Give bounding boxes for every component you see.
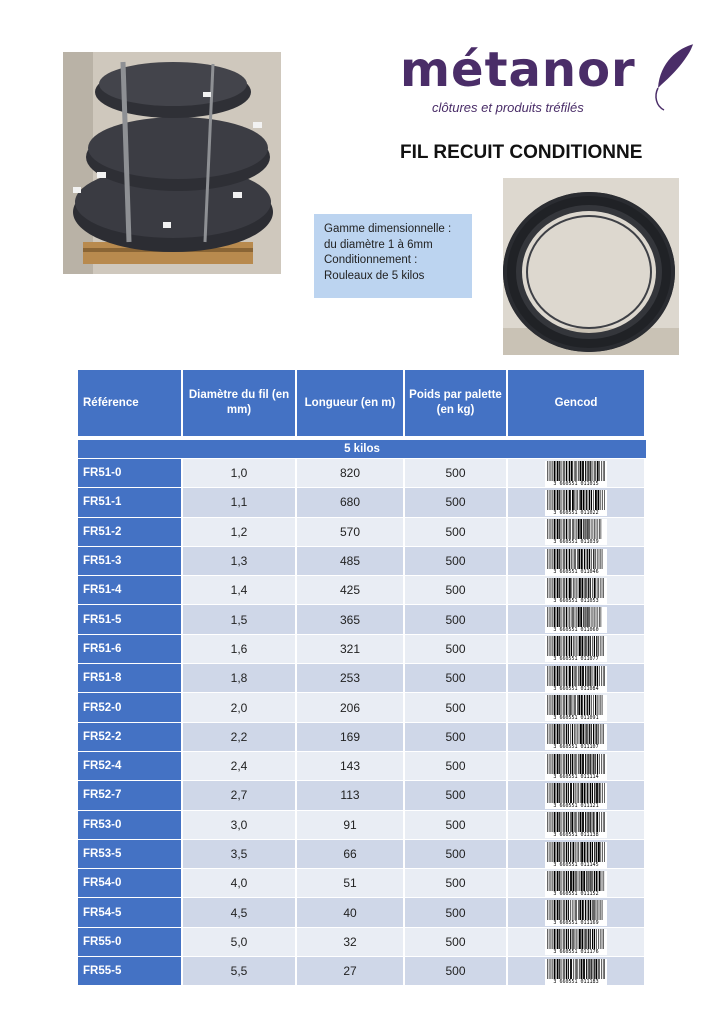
barcode-number: 3 660551 011091 — [545, 716, 607, 721]
barcode-number: 3 660551 011176 — [545, 950, 607, 955]
barcode — [545, 724, 607, 749]
table-row — [78, 810, 646, 839]
cell-reference: FR51-1 — [78, 488, 183, 516]
barcode-number: 3 660551 011169 — [545, 921, 607, 926]
cell-diameter: 3,0 — [183, 811, 297, 839]
cell-diameter: 1,0 — [183, 459, 297, 487]
table-row — [78, 575, 646, 604]
barcode-number: 3 660551 011121 — [545, 804, 607, 809]
cell-weight: 500 — [405, 781, 508, 809]
table-row — [78, 839, 646, 868]
cell-diameter: 1,1 — [183, 488, 297, 516]
barcode — [545, 871, 607, 896]
info-line: Rouleaux de 5 kilos — [324, 269, 425, 282]
cell-reference: FR51-8 — [78, 664, 183, 692]
cell-weight: 500 — [405, 459, 508, 487]
cell-weight: 500 — [405, 605, 508, 633]
cell-length: 425 — [297, 576, 405, 604]
cell-diameter: 3,5 — [183, 840, 297, 868]
cell-reference: FR52-7 — [78, 781, 183, 809]
cell-weight: 500 — [405, 752, 508, 780]
barcode — [545, 959, 607, 984]
cell-length: 365 — [297, 605, 405, 633]
barcode — [545, 607, 607, 632]
barcode-number: 3 660551 011046 — [545, 570, 607, 575]
barcode — [545, 754, 607, 779]
table-row — [78, 604, 646, 633]
cell-reference: FR51-3 — [78, 547, 183, 575]
cell-gencod — [508, 840, 646, 868]
barcode — [545, 636, 607, 661]
cell-weight: 500 — [405, 840, 508, 868]
barcode-number: 3 660551 011022 — [545, 511, 607, 516]
cell-gencod — [508, 752, 646, 780]
table-row — [78, 517, 646, 546]
cell-weight: 500 — [405, 957, 508, 985]
cell-reference: FR51-0 — [78, 459, 183, 487]
barcode-number: 3 660551 011183 — [545, 980, 607, 985]
cell-gencod — [508, 459, 646, 487]
cell-weight: 500 — [405, 693, 508, 721]
logo-wordmark: métanor — [400, 42, 636, 98]
cell-reference: FR51-4 — [78, 576, 183, 604]
cell-diameter: 4,0 — [183, 869, 297, 897]
barcode-number: 3 660551 011053 — [545, 599, 607, 604]
barcode — [545, 812, 607, 837]
cell-gencod — [508, 547, 646, 575]
barcode — [545, 842, 607, 867]
cell-weight: 500 — [405, 488, 508, 516]
col-header-length: Longueur (en m) — [297, 370, 405, 436]
cell-gencod — [508, 576, 646, 604]
cell-weight: 500 — [405, 576, 508, 604]
barcode — [545, 783, 607, 808]
cell-gencod — [508, 664, 646, 692]
table-row — [78, 634, 646, 663]
cell-gencod — [508, 869, 646, 897]
barcode-number: 3 660551 011060 — [545, 628, 607, 633]
cell-weight: 500 — [405, 635, 508, 663]
table-row — [78, 780, 646, 809]
barcode — [545, 490, 607, 515]
cell-reference: FR53-0 — [78, 811, 183, 839]
barcode — [545, 578, 607, 603]
cell-reference: FR52-4 — [78, 752, 183, 780]
col-header-diameter: Diamètre du fil (en mm) — [183, 370, 297, 436]
cell-gencod — [508, 957, 646, 985]
cell-gencod — [508, 605, 646, 633]
cell-length: 680 — [297, 488, 405, 516]
cell-length: 485 — [297, 547, 405, 575]
cell-reference: FR51-6 — [78, 635, 183, 663]
cell-reference: FR55-5 — [78, 957, 183, 985]
cell-reference: FR51-2 — [78, 518, 183, 546]
table-header — [78, 370, 646, 436]
cell-reference: FR52-2 — [78, 723, 183, 751]
cell-diameter: 4,5 — [183, 898, 297, 926]
table-body — [78, 458, 646, 985]
barcode — [545, 929, 607, 954]
table-row — [78, 927, 646, 956]
table-row — [78, 956, 646, 985]
cell-reference: FR55-0 — [78, 928, 183, 956]
page-title: FIL RECUIT CONDITIONNE — [400, 142, 643, 163]
cell-diameter: 1,3 — [183, 547, 297, 575]
barcode — [545, 549, 607, 574]
barcode-number: 3 660551 011145 — [545, 863, 607, 868]
barcode-number: 3 660551 011077 — [545, 657, 607, 662]
cell-gencod — [508, 693, 646, 721]
cell-weight: 500 — [405, 664, 508, 692]
cell-weight: 500 — [405, 723, 508, 751]
cell-length: 113 — [297, 781, 405, 809]
cell-diameter: 1,5 — [183, 605, 297, 633]
col-header-gencod: Gencod — [508, 370, 646, 436]
cell-length: 570 — [297, 518, 405, 546]
pallet-photo — [63, 52, 281, 274]
cell-diameter: 5,5 — [183, 957, 297, 985]
cell-diameter: 1,8 — [183, 664, 297, 692]
cell-weight: 500 — [405, 811, 508, 839]
barcode — [545, 519, 607, 544]
cell-diameter: 1,6 — [183, 635, 297, 663]
info-line: Gamme dimensionnelle : — [324, 223, 452, 235]
barcode — [545, 900, 607, 925]
table-row — [78, 751, 646, 780]
coil-photo — [503, 178, 679, 355]
cell-gencod — [508, 635, 646, 663]
barcode-number: 3 660551 011084 — [545, 687, 607, 692]
cell-reference: FR51-5 — [78, 605, 183, 633]
cell-diameter: 2,0 — [183, 693, 297, 721]
cell-gencod — [508, 518, 646, 546]
cell-gencod — [508, 928, 646, 956]
cell-length: 51 — [297, 869, 405, 897]
cell-length: 321 — [297, 635, 405, 663]
cell-length: 143 — [297, 752, 405, 780]
section-label: 5 kilos — [78, 440, 646, 458]
info-box — [314, 214, 472, 298]
cell-diameter: 1,4 — [183, 576, 297, 604]
table-row — [78, 663, 646, 692]
product-table — [78, 370, 646, 985]
cell-gencod — [508, 781, 646, 809]
leaf-icon — [648, 40, 700, 112]
logo-tagline: clôtures et produits tréfilés — [432, 100, 584, 115]
cell-length: 169 — [297, 723, 405, 751]
cell-gencod — [508, 898, 646, 926]
table-row — [78, 692, 646, 721]
barcode-number: 3 660551 011039 — [545, 540, 607, 545]
cell-gencod — [508, 723, 646, 751]
barcode — [545, 461, 607, 486]
cell-reference: FR52-0 — [78, 693, 183, 721]
barcode-number: 3 660551 011138 — [545, 833, 607, 838]
table-row — [78, 487, 646, 516]
info-line: Conditionnement : — [324, 254, 418, 266]
cell-weight: 500 — [405, 928, 508, 956]
cell-weight: 500 — [405, 898, 508, 926]
barcode — [545, 666, 607, 691]
cell-length: 253 — [297, 664, 405, 692]
info-line: du diamètre 1 à 6mm — [324, 238, 433, 251]
col-header-reference: Référence — [78, 370, 183, 436]
cell-reference: FR54-5 — [78, 898, 183, 926]
barcode-number: 3 660551 011152 — [545, 892, 607, 897]
cell-length: 32 — [297, 928, 405, 956]
cell-weight: 500 — [405, 518, 508, 546]
table-row — [78, 722, 646, 751]
cell-length: 820 — [297, 459, 405, 487]
cell-length: 206 — [297, 693, 405, 721]
table-row — [78, 546, 646, 575]
barcode — [545, 695, 607, 720]
col-header-weight: Poids par palette (en kg) — [405, 370, 508, 436]
barcode-number: 3 660551 011015 — [545, 482, 607, 487]
cell-reference: FR54-0 — [78, 869, 183, 897]
barcode-number: 3 660551 011114 — [545, 775, 607, 780]
cell-diameter: 2,7 — [183, 781, 297, 809]
table-row — [78, 868, 646, 897]
cell-diameter: 2,2 — [183, 723, 297, 751]
cell-length: 27 — [297, 957, 405, 985]
barcode-number: 3 660551 011107 — [545, 745, 607, 750]
cell-length: 40 — [297, 898, 405, 926]
cell-diameter: 2,4 — [183, 752, 297, 780]
cell-diameter: 5,0 — [183, 928, 297, 956]
metanor-logo — [400, 42, 700, 132]
cell-length: 91 — [297, 811, 405, 839]
cell-length: 66 — [297, 840, 405, 868]
table-row — [78, 458, 646, 487]
cell-gencod — [508, 811, 646, 839]
cell-reference: FR53-5 — [78, 840, 183, 868]
cell-diameter: 1,2 — [183, 518, 297, 546]
cell-gencod — [508, 488, 646, 516]
cell-weight: 500 — [405, 547, 508, 575]
table-row — [78, 897, 646, 926]
cell-weight: 500 — [405, 869, 508, 897]
